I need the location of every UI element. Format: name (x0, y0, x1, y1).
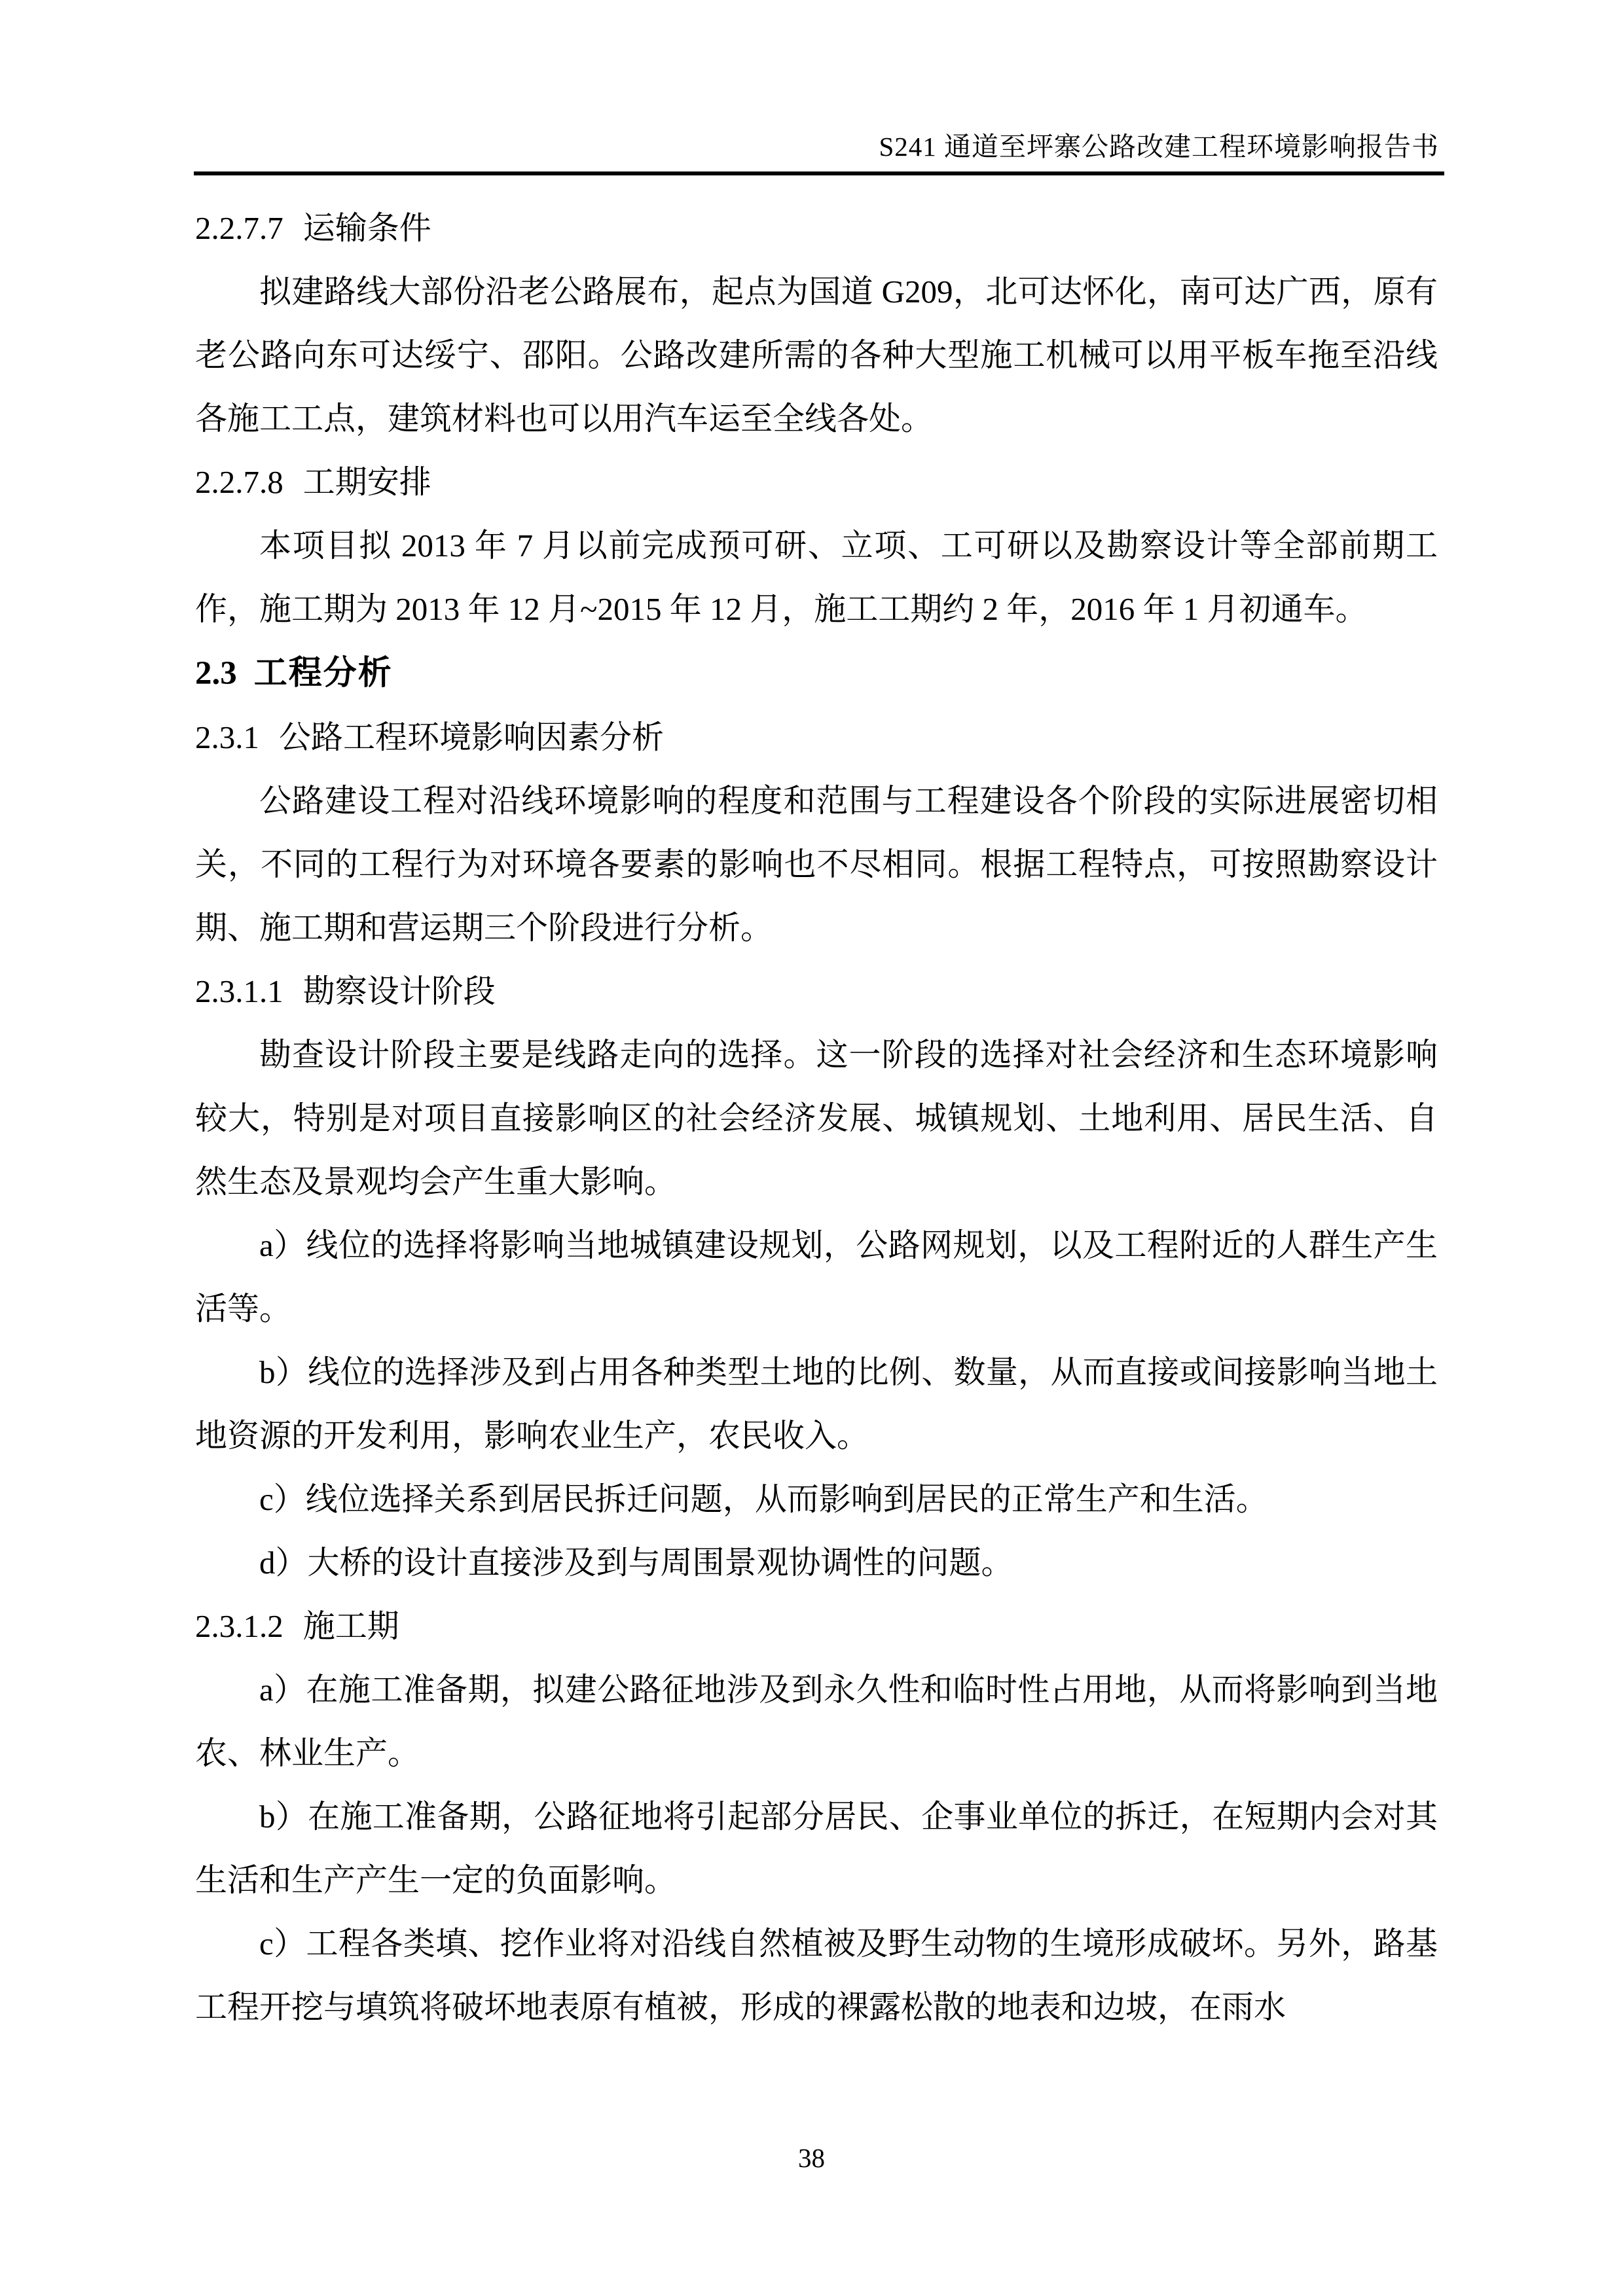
section-heading-2-3-1 (195, 706, 1438, 769)
list-item-a: a）在施工准备期，拟建公路征地涉及到永久性和临时性占用地，从而将影响到当地农、林业生产。 (195, 1672, 1438, 1771)
section-title: 运输条件 (302, 210, 431, 246)
list-item-c: c）工程各类填、挖作业将对沿线自然植被及野生动物的生境形成破坏。另外，路基工程开挖与填筑将破坏地表原有植被，形成的裸露松散的地表和边坡，在雨水 (195, 1926, 1438, 2025)
paragraph: 公路建设工程对沿线环境影响的程度和范围与工程建设各个阶段的实际进展密切相关，不同的工程行为对环境各要素的影响也不尽相同。根据工程特点，可按照勘察设计期、施工期和营运期三个阶段进行分析。 (195, 783, 1438, 946)
paragraph: 拟建路线大部份沿老公路展布，起点为国道 G209，北可达怀化，南可达广西，原有老公路向东可达绥宁、邵阳。公路改建所需的各种大型施工机械可以用平板车拖至沿线各施工工点，建筑材料也可以用汽车运至全线各处。 (195, 274, 1438, 437)
list-item-a: a）线位的选择将影响当地城镇建设规划，公路网规划，以及工程附近的人群生产生活等。 (195, 1227, 1438, 1327)
section-number: 2.3 (195, 655, 237, 692)
paragraph: 勘查设计阶段主要是线路走向的选择。这一阶段的选择对社会经济和生态环境影响较大，特别是对项目直接影响区的社会经济发展、城镇规划、土地利用、居民生活、自然生态及景观均会产生重大影响。 (195, 1037, 1438, 1200)
list-item-b: b）线位的选择涉及到占用各种类型土地的比例、数量，从而直接或间接影响当地土地资源的开发利用，影响农业生产，农民收入。 (195, 1354, 1438, 1454)
section-number: 2.3.1.1 (195, 973, 283, 1009)
section-heading-2-2-7-8 (195, 450, 1438, 514)
section-heading-2-3-1-2 (195, 1594, 1438, 1658)
section-heading-2-3 (195, 641, 1438, 706)
section-number: 2.3.1.2 (195, 1608, 283, 1644)
list-item-b: b）在施工准备期，公路征地将引起部分居民、企事业单位的拆迁，在短期内会对其生活和生产产生一定的负面影响。 (195, 1799, 1438, 1898)
list-item-c: c）线位选择关系到居民拆迁问题，从而影响到居民的正常生产和生活。 (259, 1481, 1268, 1517)
section-title: 工期安排 (302, 464, 431, 500)
section-title: 公路工程环境影响因素分析 (279, 719, 665, 755)
section-title: 施工期 (302, 1608, 399, 1644)
section-number: 2.3.1 (195, 719, 259, 755)
list-item-d: d）大桥的设计直接涉及到与周围景观协调性的问题。 (259, 1545, 1013, 1581)
header-divider-rule (194, 171, 1444, 175)
section-number: 2.2.7.8 (195, 464, 283, 500)
paragraph: 本项目拟 2013 年 7 月以前完成预可研、立项、工可研以及勘察设计等全部前期工作，施工期为 2013 年 12 月~2015 年 12 月，施工工期约 2 年，2016 年 1 月初通车。 (195, 528, 1438, 627)
document-body (195, 196, 1438, 2039)
page-number: 38 (798, 2143, 825, 2173)
section-number: 2.2.7.7 (195, 210, 283, 246)
section-title: 勘察设计阶段 (302, 973, 496, 1009)
section-heading-2-3-1-1 (195, 960, 1438, 1023)
section-heading-2-2-7-7 (195, 196, 1438, 260)
section-title: 工程分析 (253, 654, 393, 691)
page-header-title: S241 通道至坪寨公路改建工程环境影响报告书 (879, 132, 1439, 162)
